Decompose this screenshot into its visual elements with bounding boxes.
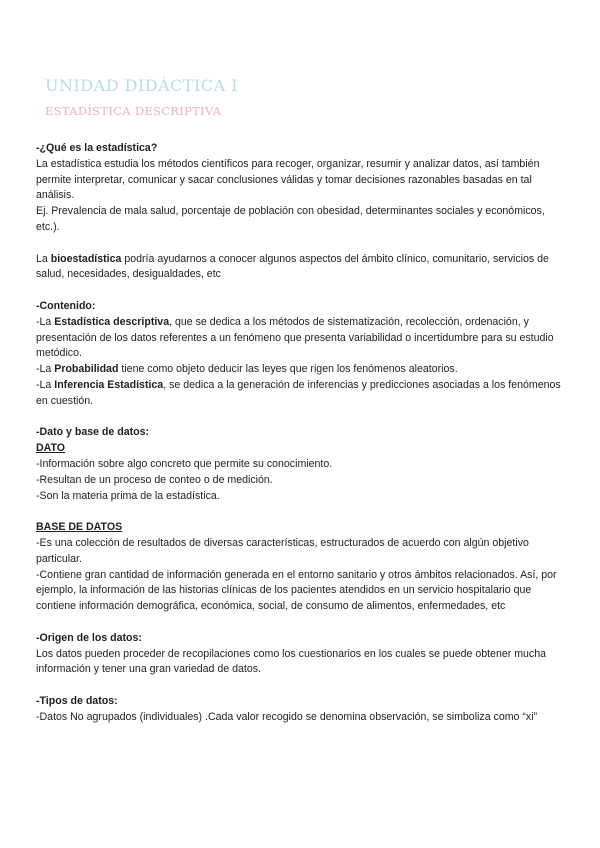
- paragraph-tipos: -Datos No agrupados (individuales) .Cada valor recogido se denomina observación, se simboliza como “xi”: [36, 710, 538, 723]
- term-estadistica-descriptiva: Estadística descriptiva: [54, 315, 170, 328]
- list-item: -Información sobre algo concreto que permite su conocimiento.: [36, 457, 333, 470]
- list-item: -Es una colección de resultados de diversas características, estructurados de acuerdo con algún objetivo particular.: [36, 536, 529, 565]
- paragraph-origen: Los datos pueden proceder de recopilaciones como los cuestionarios en los cuales se puede obtener mucha información y tener una gran variedad de datos.: [36, 647, 547, 676]
- list-item: -Contiene gran cantidad de información generada en el entorno sanitario y otros ámbitos relacionados. Así, por ejemplo, la información de las historias clínicas de los pacientes atendidos en un servicio hospitalario que contiene información demográfica, económica, social, de consumo de alimentos, enfermedades, etc: [36, 568, 557, 613]
- content-item-probabilidad: -La Probabilidad tiene como objeto deducir las leyes que rigen los fenómenos aleatorios.: [36, 363, 458, 376]
- list-item: -Son la materia prima de la estadística.: [36, 489, 220, 502]
- subheading-base-de-datos: BASE DE DATOS: [36, 521, 123, 534]
- content-item-descriptiva: -La Estadística descriptiva, que se dedica a los métodos de sistematización, recolección, ordenación, y presentación de los datos referentes a un fenómeno que presenta variabilidad o incertidumbre para su estudio metódico.: [36, 315, 554, 360]
- section-heading-origen: -Origen de los datos:: [36, 631, 142, 644]
- document-body: [36, 141, 564, 725]
- paragraph-example: Ej. Prevalencia de mala salud, porcentaje de población con obesidad, determinantes sociales y económicos, etc.).: [36, 205, 545, 233]
- unit-subtitle: ESTADÍSTICA DESCRIPTIVA: [45, 104, 222, 118]
- paragraph-bioestadistica: La bioestadística podría ayudarnos a conocer algunos aspectos del ámbito clínico, comunitario, servicios de salud, necesidades, desigualdades, etc: [36, 252, 549, 281]
- section-heading-dato-base: -Dato y base de datos:: [36, 426, 150, 439]
- term-bioestadistica: bioestadística: [50, 252, 122, 265]
- content-item-inferencia: -La Inferencia Estadística, se dedica a la generación de inferencias y predicciones asociadas a los fenómenos en cuestión.: [36, 378, 561, 407]
- paragraph-definition: La estadística estudia los métodos científicos para recoger, organizar, resumir y analizar datos, así también permite interpretar, comunicar y sacar conclusiones válidas y tomar decisiones razonables basadas en tal análisis.: [36, 157, 540, 202]
- section-heading-que-es: -¿Qué es la estadística?: [36, 142, 158, 154]
- term-inferencia-estadistica: Inferencia Estadística: [54, 378, 164, 391]
- section-heading-tipos: -Tipos de datos:: [36, 694, 118, 707]
- unit-title: UNIDAD DIDÁCTICA I: [45, 76, 239, 95]
- term-probabilidad: Probabilidad: [54, 363, 119, 376]
- subheading-dato: DATO: [36, 442, 66, 455]
- section-heading-contenido: -Contenido:: [36, 299, 96, 312]
- list-item: -Resultan de un proceso de conteo o de medición.: [36, 473, 273, 486]
